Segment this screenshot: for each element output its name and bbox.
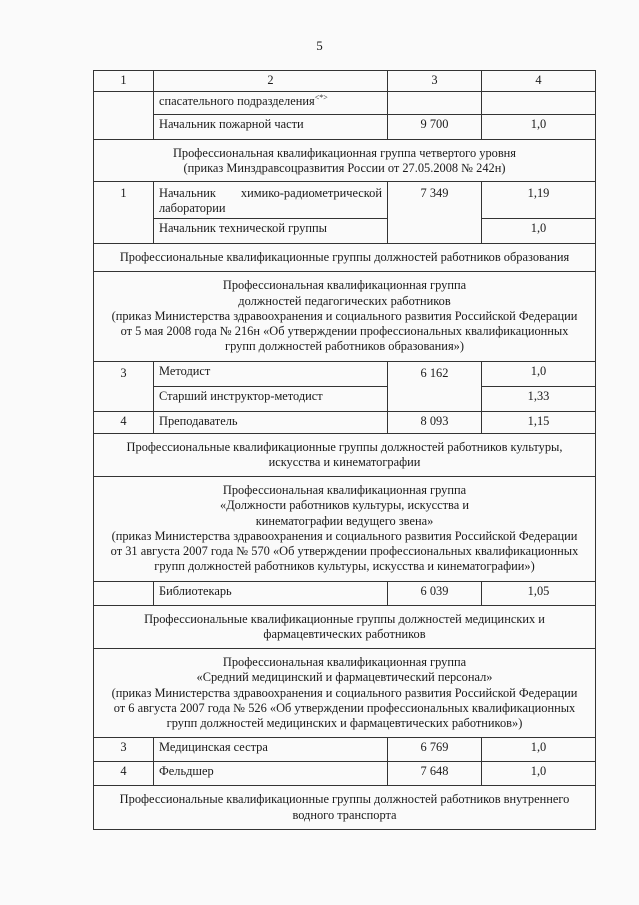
section-title-line: Профессиональные квалификационные группы должностей медицинских и <box>144 611 545 626</box>
table-row <box>94 92 596 115</box>
salary-cell: 8 093 <box>388 411 482 433</box>
group-title-line: (приказ Министерства здравоохранения и социального развития Российской Федерации <box>111 685 578 700</box>
group-title-line: групп должностей работников образования») <box>225 339 464 354</box>
group-header-row <box>94 649 596 738</box>
coef-cell: 1,0 <box>482 219 596 244</box>
position-cell <box>154 92 388 115</box>
group-title-line: от 5 мая 2008 года № 216н «Об утверждении профессиональных квалификационных <box>120 324 569 338</box>
group-title-line: Профессиональная квалификационная группа <box>222 483 467 497</box>
group-title-line: (приказ Министерства здравоохранения и социального развития Российской Федерации <box>111 528 578 543</box>
level-cell <box>94 92 154 140</box>
section-header-row <box>94 433 596 477</box>
level-cell: 1 <box>94 181 154 244</box>
group-title-line: (приказ Минздравсоцразвития России от 27.05.2008 № 242н) <box>183 161 506 176</box>
level-cell: 3 <box>94 361 154 411</box>
group-title <box>94 272 596 361</box>
coef-cell: 1,05 <box>482 581 596 605</box>
position-name: спасательного подразделения <box>159 94 315 108</box>
group-title-line: кинематографии ведущего звена» <box>255 513 434 528</box>
position-line <box>159 186 382 201</box>
section-title-line: Профессиональные квалификационные группы должностей работников внутреннего <box>119 792 570 807</box>
group-title-line: Профессиональная квалификационная группа <box>222 278 467 293</box>
group-title-line: Профессиональная квалификационная группа четвертого уровня <box>172 146 517 160</box>
table-row <box>94 386 596 411</box>
group-title-line: должностей педагогических работников <box>238 293 451 308</box>
position-line: лаборатории <box>159 200 226 215</box>
group-title-line: групп должностей медицинских и фармацевтических работников») <box>166 716 523 730</box>
group-title-line: от 31 августа 2007 года № 570 «Об утверждении профессиональных квалификационных <box>110 544 579 558</box>
level-cell: 4 <box>94 411 154 433</box>
group-header-row <box>94 477 596 582</box>
group-title <box>94 140 596 182</box>
section-title <box>94 433 596 477</box>
coef-cell <box>482 92 596 115</box>
position-cell: Старший инструктор-методист <box>154 386 388 411</box>
group-title-line: Профессиональная квалификационная группа <box>222 655 467 669</box>
level-cell: 3 <box>94 738 154 762</box>
group-title-line: (приказ Министерства здравоохранения и социального развития Российской Федерации <box>111 308 578 323</box>
position-word: химико-радиометрической <box>240 185 382 200</box>
salary-cell: 6 162 <box>388 361 482 411</box>
header-col-3: 3 <box>388 71 482 92</box>
coef-cell: 1,0 <box>482 762 596 786</box>
section-title-line: фармацевтических работников <box>263 626 426 641</box>
salary-cell: 7 648 <box>388 762 482 786</box>
coef-cell: 1,15 <box>482 411 596 433</box>
position-cell: Фельдшер <box>154 762 388 786</box>
section-header-row <box>94 786 596 830</box>
position-cell: Методист <box>154 361 388 386</box>
salary-cell: 6 769 <box>388 738 482 762</box>
section-header-row <box>94 605 596 649</box>
header-col-2: 2 <box>154 71 388 92</box>
page-number: 5 <box>316 38 323 53</box>
section-title: Профессиональные квалификационные группы должностей работников образования <box>94 244 596 272</box>
table-row <box>94 219 596 244</box>
level-cell: 4 <box>94 762 154 786</box>
header-col-4: 4 <box>482 71 596 92</box>
group-header-row <box>94 272 596 361</box>
coef-cell: 1,33 <box>482 386 596 411</box>
group-title <box>94 649 596 738</box>
salary-cell: 6 039 <box>388 581 482 605</box>
group-title-line: «Средний медицинский и фармацевтический персонал» <box>196 670 493 685</box>
section-title <box>94 786 596 830</box>
coef-cell: 1,0 <box>482 115 596 140</box>
salary-cell: 7 349 <box>388 181 482 244</box>
section-title-line: водного транспорта <box>292 807 397 822</box>
coef-cell: 1,0 <box>482 738 596 762</box>
level-cell <box>94 581 154 605</box>
table-header-row <box>94 71 596 92</box>
table-row <box>94 181 596 219</box>
table-row <box>94 581 596 605</box>
position-cell: Библиотекарь <box>154 581 388 605</box>
group-title-line: групп должностей работников культуры, искусства и кинематографии») <box>154 559 535 574</box>
salary-table <box>93 70 596 830</box>
table-row <box>94 361 596 386</box>
position-cell <box>154 181 388 219</box>
coef-cell: 1,19 <box>482 181 596 219</box>
position-cell: Начальник технической группы <box>154 219 388 244</box>
header-col-1: 1 <box>94 71 154 92</box>
table-row <box>94 411 596 433</box>
section-title <box>94 605 596 649</box>
position-word: Начальник <box>159 185 216 200</box>
table-row <box>94 738 596 762</box>
salary-cell <box>388 92 482 115</box>
position-cell: Начальник пожарной части <box>154 115 388 140</box>
position-cell: Преподаватель <box>154 411 388 433</box>
group-title-line: «Должности работников культуры, искусства и <box>220 498 469 513</box>
salary-cell: 9 700 <box>388 115 482 140</box>
section-title-line: искусства и кинематографии <box>268 454 421 469</box>
coef-cell: 1,0 <box>482 361 596 386</box>
position-cell: Медицинская сестра <box>154 738 388 762</box>
group-title <box>94 477 596 582</box>
table-row <box>94 762 596 786</box>
group-title-line: от 6 августа 2007 года № 526 «Об утверждении профессиональных квалификационных <box>113 700 576 715</box>
group-header-row <box>94 140 596 182</box>
section-title-line: Профессиональные квалификационные группы должностей работников культуры, <box>126 439 563 454</box>
table-row <box>94 115 596 140</box>
section-header-row <box>94 244 596 272</box>
footnote-mark: <*> <box>314 92 328 102</box>
